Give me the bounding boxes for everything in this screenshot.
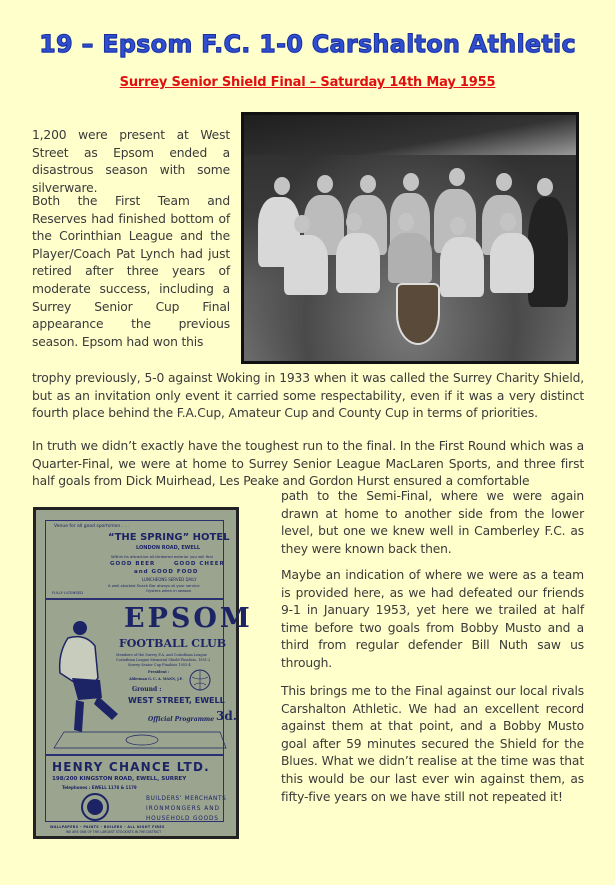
merchants-emblem-icon — [80, 793, 110, 823]
football-illustration — [188, 668, 212, 692]
paragraph-season: Both the First Team and Reserves had finished bottom of the Corinthian League and the Player/Coach Pat Lynch had just retired after three years of moderate success, including a Surrey Senior Cup Final appearance the previous season. Epsom had won this — [32, 194, 230, 349]
team-photo — [241, 112, 579, 364]
paragraph-indication: Maybe an indication of where we were as a team is provided here, as we had defeated our friends 9-1 in January 1953, yet here we trailed at half time before two goals from Bobby Musto and a third from regular defender Bill Nuth saw us through. — [281, 568, 584, 670]
trophy-shield — [396, 283, 440, 345]
page-title: 19 – Epsom F.C. 1-0 Carshalton Athletic — [39, 30, 576, 58]
page-subtitle: Surrey Senior Shield Final – Saturday 14th May 1955 — [119, 75, 496, 90]
paragraph-history: trophy previously, 5-0 against Woking in 1933 when it was called the Surrey Charity Shield, but as an invitation only event it carried some respectability, even if it was a very distinct fourth place behind the F.A.Cup, Amateur Cup and County Cup in terms of priorities. — [32, 371, 584, 421]
pitch-illustration — [50, 728, 226, 752]
footballer-illustration — [50, 618, 120, 738]
stand-roof — [244, 115, 576, 155]
paragraph-attendance: 1,200 were present at West Street as Epsom ended a disastrous season with some silverware. — [32, 128, 230, 195]
match-programme-image: Venue for all good sportsmen . . . “THE SPRING” HOTEL LONDON ROAD, EWELL Within its attractive all-timbered exterior you will find GOOD BEER GOOD CHEER and GOOD FOOD LUNCHEONS SERVED DAILY A well-stocked Snack Bar always at your service Oysters when in season FULLY LICENSED EPSOM FOOTBALL CLUB Members of the Surrey F.A. and Corinthian League Corinthian League Memorial Shield Finalists, 1951-2 Surrey Senior Cup Finalists 1953-4 President : Alderman G. C. A. MANN, J.P. Ground : WEST STREET, EWELL Official Programme 3d. HENRY CHANCE LTD. 198/200 KINGSTON ROAD, EWELL, SURREY Telephones : EWELL 1178 & 1179 BUILDERS’ MERCHANTS IRONMONGERS AND HOUSEHOLD GOODS WALLPAPERS - PAINTS - BOILERS - ALL NIGHT FIRES WE ARE ONE OF THE LARGEST STOCKISTS IN THE DISTRICT — [33, 507, 239, 839]
paragraph-first-round: In truth we didn’t exactly have the toughest run to the final. In the First Round which was a Quarter-Final, we were at home to Surrey Senior League MacLaren Sports, and three first half goals from Dick Muirhead, Les Peake and Gordon Hurst ensured a comfortable — [32, 439, 584, 489]
paragraph-final: This brings me to the Final against our local rivals Carshalton Athletic. We had an excellent record against them at that point, and a Bobby Musto goal after 59 minutes secured the Shield for the Blues. What we didn’t realise at the time was that this would be our last ever win against them, as fifty-five years on we have still not repeated it! — [281, 684, 584, 804]
paragraph-semi-final: path to the Semi-Final, where we were again drawn at home to another side from the lower level, but one we knew well in Camberley F.C. as they were known back then. — [281, 489, 584, 556]
